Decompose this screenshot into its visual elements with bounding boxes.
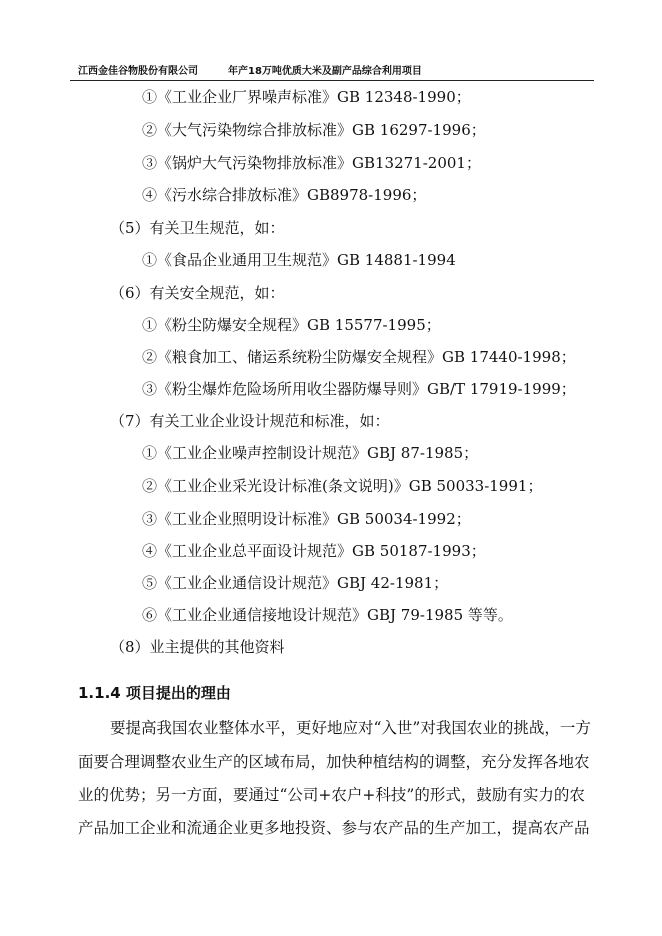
standard-item: ②《工业企业采光设计标准(条文说明)》GB 50033-1991； bbox=[142, 477, 543, 495]
group-heading: （6）有关安全规范，如： bbox=[110, 284, 285, 302]
standard-item: ③《锅炉大气污染物排放标准》GB13271-2001； bbox=[142, 154, 481, 172]
standard-item: ②《粮食加工、储运系统粉尘防爆安全规程》GB 17440-1998； bbox=[142, 348, 576, 366]
paragraph-line: 业的优势；另一方面，要通过“公司+农户+科技”的形式，鼓励有实力的农 bbox=[78, 786, 585, 804]
standard-item: ④《工业企业总平面设计规范》GB 50187-1993； bbox=[142, 542, 486, 560]
group-heading: （5）有关卫生规范，如： bbox=[110, 219, 285, 237]
group-heading: （8）业主提供的其他资料 bbox=[110, 638, 285, 656]
paragraph-line: 面要合理调整农业生产的区域布局，加快种植结构的调整，充分发挥各地农 bbox=[78, 753, 590, 771]
header-project-title: 年产18万吨优质大米及副产品综合利用项目 bbox=[228, 66, 422, 77]
standard-item: ②《大气污染物综合排放标准》GB 16297-1996； bbox=[142, 121, 486, 139]
header-company: 江西金佳谷物股份有限公司 bbox=[78, 66, 198, 77]
paragraph-line: 产品加工企业和流通企业更多地投资、参与农产品的生产加工，提高农产品 bbox=[78, 819, 590, 837]
standard-item: ③《粉尘爆炸危险场所用收尘器防爆导则》GB/T 17919-1999； bbox=[142, 380, 576, 398]
page-header bbox=[70, 58, 594, 81]
group-heading: （7）有关工业企业设计规范和标准，如： bbox=[110, 412, 390, 430]
standard-item: ⑤《工业企业通信设计规范》GBJ 42-1981； bbox=[142, 574, 449, 592]
standard-item: ③《工业企业照明设计标准》GB 50034-1992； bbox=[142, 510, 471, 528]
standard-item: ①《食品企业通用卫生规范》GB 14881-1994 bbox=[142, 251, 456, 269]
paragraph-line: 要提高我国农业整体水平，更好地应对“入世”对我国农业的挑战，一方 bbox=[110, 719, 591, 737]
section-heading: 1.1.4 项目提出的理由 bbox=[78, 684, 231, 702]
standard-item: ①《工业企业厂界噪声标准》GB 12348-1990； bbox=[142, 88, 471, 106]
standard-item: ⑥《工业企业通信接地设计规范》GBJ 79-1985 等等。 bbox=[142, 606, 513, 624]
standard-item: ①《粉尘防爆安全规程》GB 15577-1995； bbox=[142, 316, 441, 334]
standard-item: ④《污水综合排放标准》GB8978-1996； bbox=[142, 186, 427, 204]
standard-item: ①《工业企业噪声控制设计规范》GBJ 87-1985； bbox=[142, 444, 479, 462]
